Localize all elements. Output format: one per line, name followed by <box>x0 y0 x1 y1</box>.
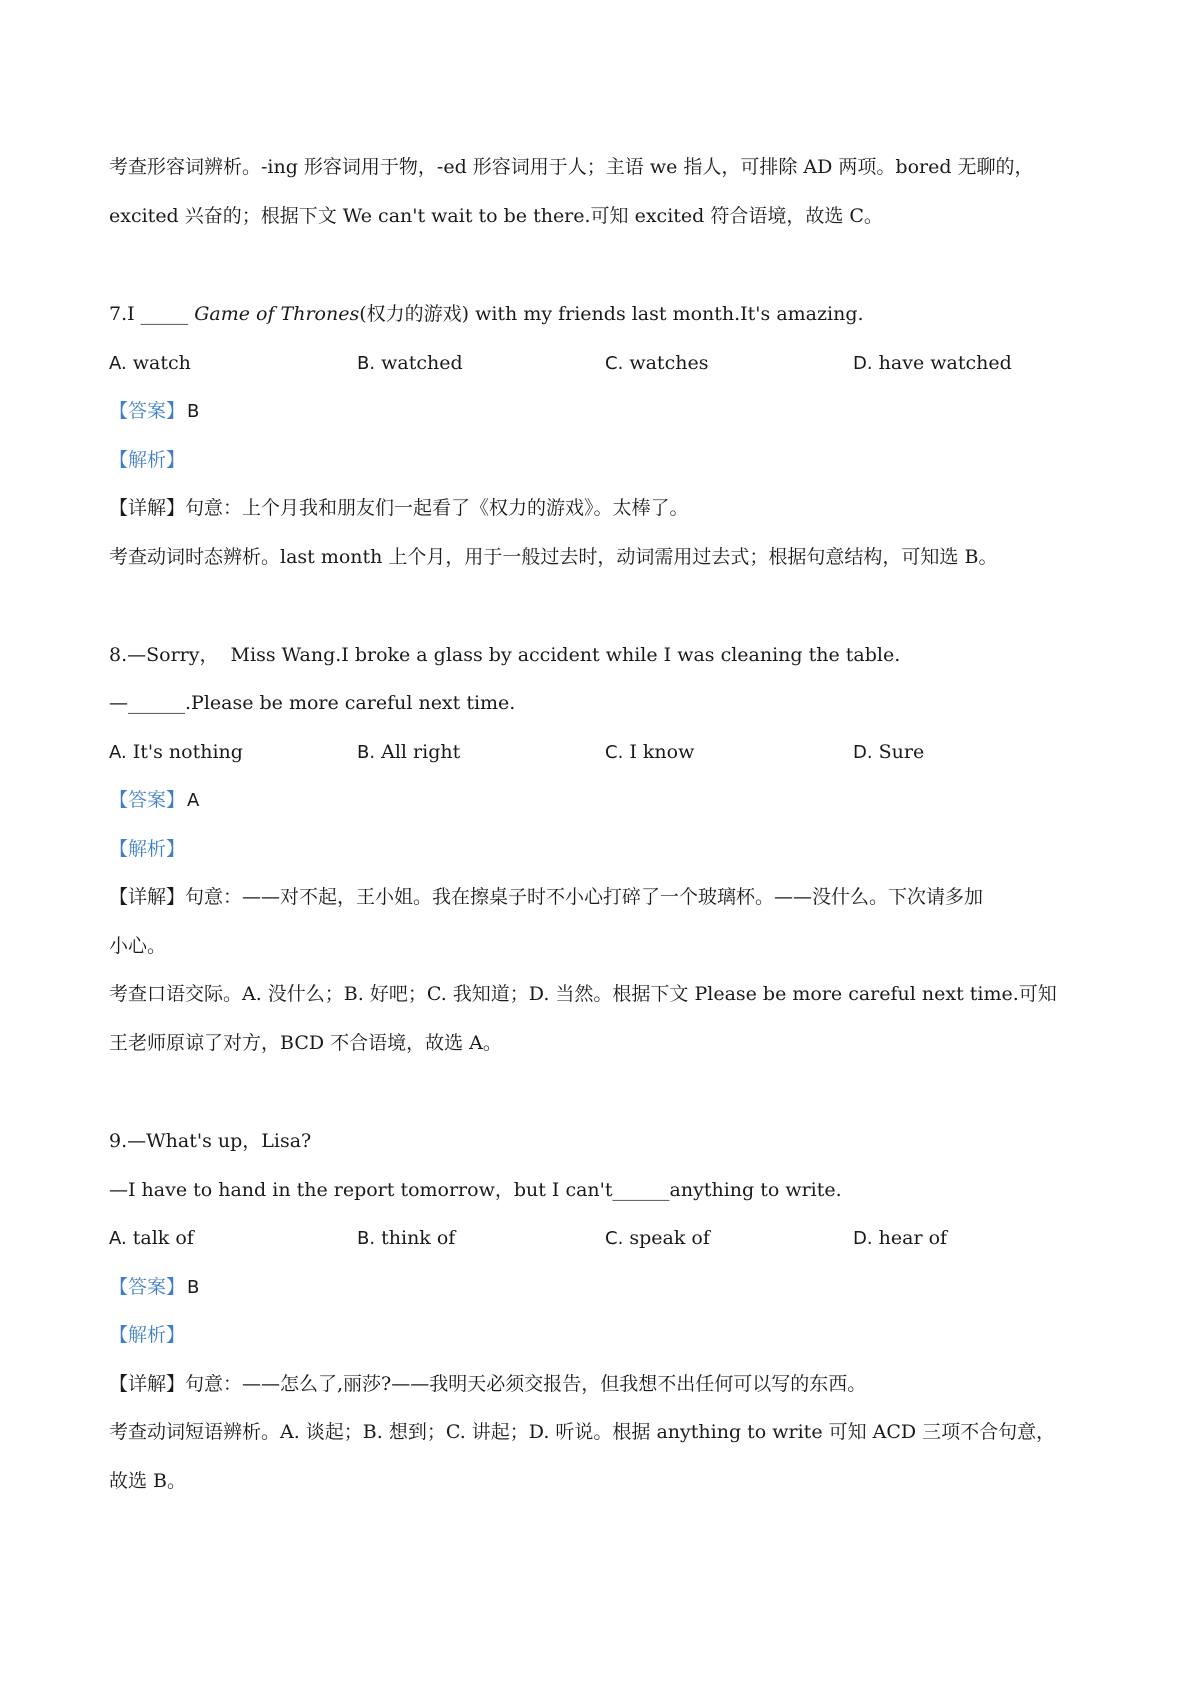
question-8-detail-line-2: 小心。 <box>109 935 167 957</box>
question-7-explain-line-1: 考查动词时态辨析。last month 上个月，用于一般过去时，动词需用过去式；根据句意结构，可知选 B。 <box>109 546 998 568</box>
analysis-label: 【解析】 <box>109 1324 186 1346</box>
option-c[interactable]: C. watches <box>605 352 709 374</box>
question-8-explain-line-2: 王老师原谅了对方，BCD 不合语境，故选 A。 <box>109 1032 502 1054</box>
question-7-detail-line-1 <box>109 495 1110 521</box>
option-a[interactable]: A. It's nothing <box>109 741 243 763</box>
option-d[interactable]: D. have watched <box>853 352 1012 374</box>
answer-label: 【答案】 <box>109 1276 186 1298</box>
question-stem-italic: Game of Thrones <box>194 303 360 325</box>
question-7-analysis <box>109 447 1110 473</box>
question-8-stem-line-2 <box>109 690 1110 716</box>
question-8-detail-line-1 <box>109 884 1110 910</box>
option-c[interactable]: C. speak of <box>605 1227 710 1249</box>
answer-value: B <box>187 1277 200 1298</box>
option-a[interactable]: A. talk of <box>109 1227 194 1249</box>
option-d[interactable]: D. hear of <box>853 1227 948 1249</box>
question-7-answer <box>109 398 1110 425</box>
detail-text: 句意：上个月我和朋友们一起看了《权力的游戏》。太棒了。 <box>185 497 689 519</box>
option-b[interactable]: B. All right <box>357 741 461 763</box>
detail-text: 句意：——怎么了,丽莎?——我明天必须交报告，但我想不出任何可以写的东西。 <box>185 1373 867 1395</box>
question-stem-suffix: (权力的游戏) with my friends last month.It's amazing. <box>359 303 864 325</box>
question-8-analysis <box>109 836 1110 862</box>
detail-label: 【详解】 <box>109 886 186 908</box>
option-d[interactable]: D. Sure <box>853 741 925 763</box>
answer-value: B <box>187 401 200 422</box>
question-9-answer <box>109 1274 1110 1301</box>
option-c[interactable]: C. I know <box>605 741 695 763</box>
detail-label: 【详解】 <box>109 1373 186 1395</box>
question-9-stem-line-2 <box>109 1177 1110 1203</box>
option-b[interactable]: B. think of <box>357 1227 456 1249</box>
question-9-explain-line-2: 故选 B。 <box>109 1470 187 1492</box>
answer-label: 【答案】 <box>109 400 186 422</box>
prev-explanation-line-1: 考查形容词辨析。-ing 形容词用于物，-ed 形容词用于人；主语 we 指人，可排除 AD 两项。bored 无聊的， <box>109 156 1034 178</box>
question-stem-text: —______.Please be more careful next time. <box>109 692 516 714</box>
analysis-label: 【解析】 <box>109 449 186 471</box>
question-stem-text: 9.—What's up，Lisa? <box>109 1130 312 1152</box>
prev-explanation-line-2: excited 兴奋的；根据下文 We can't wait to be there.可知 excited 符合语境，故选 C。 <box>109 205 883 227</box>
option-b[interactable]: B. watched <box>357 352 463 374</box>
question-8-answer <box>109 787 1110 814</box>
question-stem-text: 8.—Sorry， Miss Wang.I broke a glass by accident while I was cleaning the table. <box>109 644 901 666</box>
question-9-stem-line-1 <box>109 1128 1110 1154</box>
question-9-explain-line-1: 考查动词短语辨析。A. 谈起；B. 想到；C. 讲起；D. 听说。根据 anything to write 可知 ACD 三项不合句意， <box>109 1421 1056 1443</box>
question-8-stem-line-1 <box>109 642 1110 668</box>
analysis-label: 【解析】 <box>109 838 186 860</box>
answer-label: 【答案】 <box>109 789 186 811</box>
answer-value: A <box>187 790 200 811</box>
detail-label: 【详解】 <box>109 497 186 519</box>
detail-text: 句意：——对不起，王小姐。我在擦桌子时不小心打碎了一个玻璃杯。——没什么。下次请多加 <box>185 886 984 908</box>
question-8-explain-line-1: 考查口语交际。A. 没什么；B. 好吧；C. 我知道；D. 当然。根据下文 Please be more careful next time.可知 <box>109 983 1057 1005</box>
question-9-analysis <box>109 1322 1110 1348</box>
question-9-detail-line-1 <box>109 1371 1110 1397</box>
question-7-stem <box>109 301 1110 327</box>
question-stem-prefix: 7.I _____ <box>109 303 195 325</box>
option-a[interactable]: A. watch <box>109 352 191 374</box>
question-stem-text: —I have to hand in the report tomorrow，but I can't______anything to write. <box>109 1179 842 1201</box>
